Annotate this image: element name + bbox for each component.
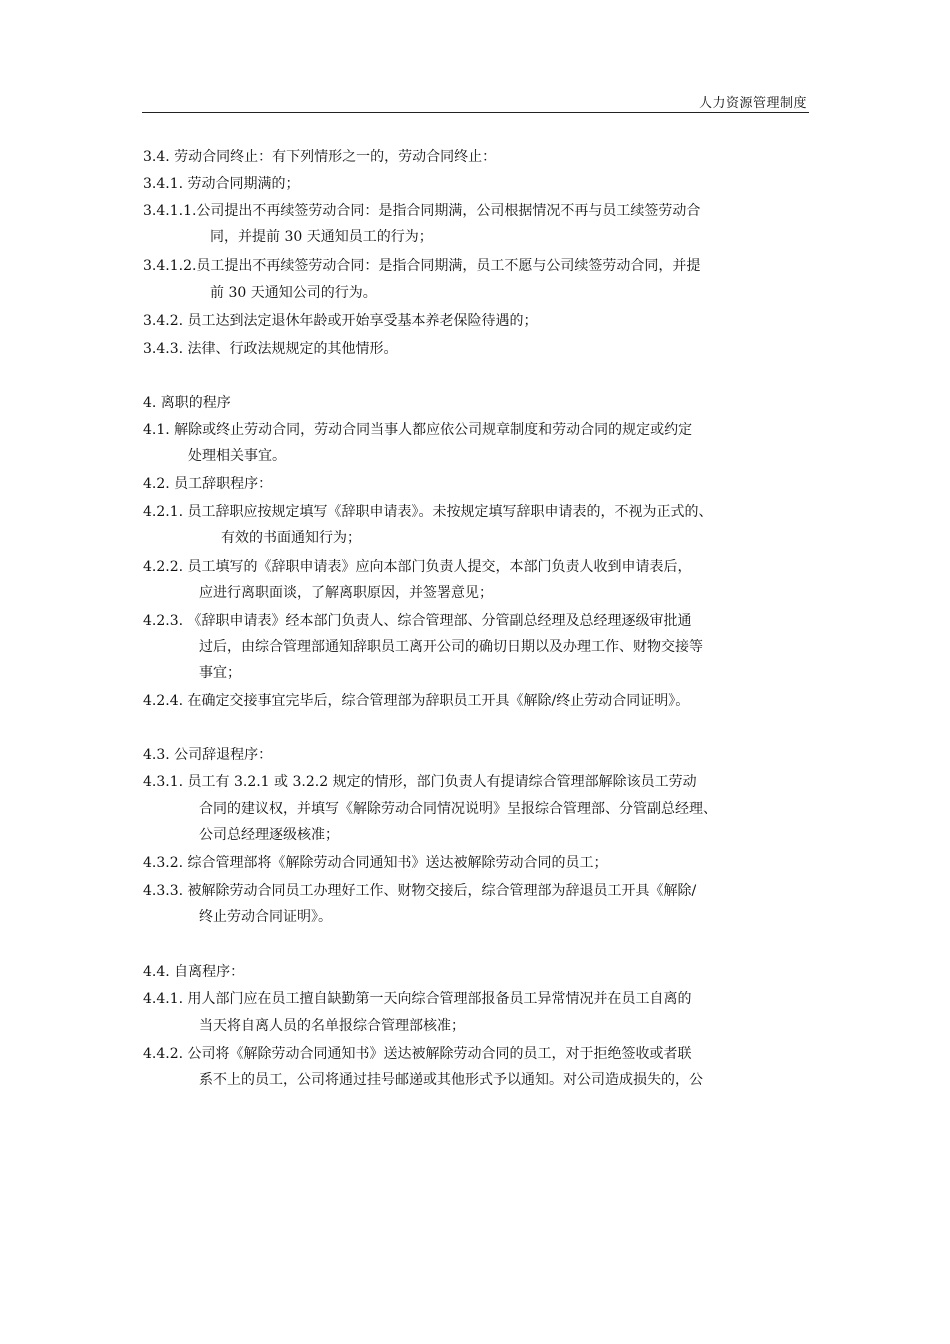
clause-4-1-cont: 处理相关事宜。: [188, 448, 286, 464]
clause-3-4-1-2-cont: 前 30 天通知公司的行为。: [210, 285, 377, 301]
clause-4-4-1-cont: 当天将自离人员的名单报综合管理部核准；: [199, 1018, 465, 1034]
clause-4-2-3: 4.2.3. 《辞职申请表》经本部门负责人、综合管理部、分管副总经理及总经理逐级审批通: [143, 613, 692, 629]
clause-4-2-1: 4.2.1. 员工辞职应按规定填写《辞职申请表》。未按规定填写辞职申请表的，不视为正式的、: [143, 504, 713, 520]
clause-4-3-2: 4.3.2. 综合管理部将《解除劳动合同通知书》送达被解除劳动合同的员工；: [143, 855, 608, 871]
clause-4-3-1: 4.3.1. 员工有 3.2.1 或 3.2.2 规定的情形，部门负责人有提请综合管理部解除该员工劳动: [143, 774, 697, 790]
clause-4-2-2-cont: 应进行离职面谈，了解离职原因，并签署意见；: [199, 585, 493, 601]
clause-4-3-3-cont: 终止劳动合同证明》。: [199, 909, 332, 925]
clause-4-2-4: 4.2.4. 在确定交接事宜完毕后，综合管理部为辞职员工开具《解除/终止劳动合同证明》。: [143, 693, 690, 709]
clause-4-4-2-cont: 系不上的员工，公司将通过挂号邮递或其他形式予以通知。对公司造成损失的，公: [199, 1072, 703, 1088]
clause-3-4: 3.4. 劳动合同终止：有下列情形之一的，劳动合同终止：: [143, 149, 497, 165]
clause-3-4-1: 3.4.1. 劳动合同期满的；: [143, 176, 300, 192]
clause-4-4-1: 4.4.1. 用人部门应在员工擅自缺勤第一天向综合管理部报备员工异常情况并在员工自离的: [143, 991, 692, 1007]
clause-3-4-1-1-cont: 同，并提前 30 天通知员工的行为；: [210, 229, 433, 245]
clause-3-4-3: 3.4.3. 法律、行政法规规定的其他情形。: [143, 341, 398, 357]
clause-3-4-2: 3.4.2. 员工达到法定退休年龄或开始享受基本养老保险待遇的；: [143, 313, 538, 329]
clause-4-3-3: 4.3.3. 被解除劳动合同员工办理好工作、财物交接后，综合管理部为辞退员工开具《解除/: [143, 883, 697, 899]
clause-4-2: 4.2. 员工辞职程序：: [143, 476, 273, 492]
clause-4-4: 4.4. 自离程序：: [143, 964, 245, 980]
section-4-heading: 4. 离职的程序: [143, 395, 231, 411]
clause-4-1: 4.1. 解除或终止劳动合同，劳动合同当事人都应依公司规章制度和劳动合同的规定或约定: [143, 422, 693, 438]
header-title: 人力资源管理制度: [698, 96, 807, 111]
clause-4-3: 4.3. 公司辞退程序：: [143, 747, 273, 763]
page-header: [142, 88, 809, 113]
clause-4-2-3-cont-1: 过后，由综合管理部通知辞职员工离开公司的确切日期以及办理工作、财物交接等: [199, 639, 703, 655]
clause-4-3-1-cont-1: 合同的建议权，并填写《解除劳动合同情况说明》呈报综合管理部、分管副总经理、: [199, 801, 717, 817]
clause-4-2-1-cont: 有效的书面通知行为；: [221, 530, 361, 546]
clause-4-4-2: 4.4.2. 公司将《解除劳动合同通知书》送达被解除劳动合同的员工，对于拒绝签收或者联: [143, 1046, 692, 1062]
clause-3-4-1-2: 3.4.1.2.员工提出不再续签劳动合同：是指合同期满，员工不愿与公司续签劳动合同，并提: [143, 258, 701, 274]
clause-4-3-1-cont-2: 公司总经理逐级核准；: [199, 827, 339, 843]
clause-4-2-2: 4.2.2. 员工填写的《辞职申请表》应向本部门负责人提交，本部门负责人收到申请表后，: [143, 559, 692, 575]
clause-3-4-1-1: 3.4.1.1.公司提出不再续签劳动合同：是指合同期满，公司根据情况不再与员工续签劳动合: [143, 203, 701, 219]
clause-4-2-3-cont-2: 事宜；: [199, 665, 241, 681]
